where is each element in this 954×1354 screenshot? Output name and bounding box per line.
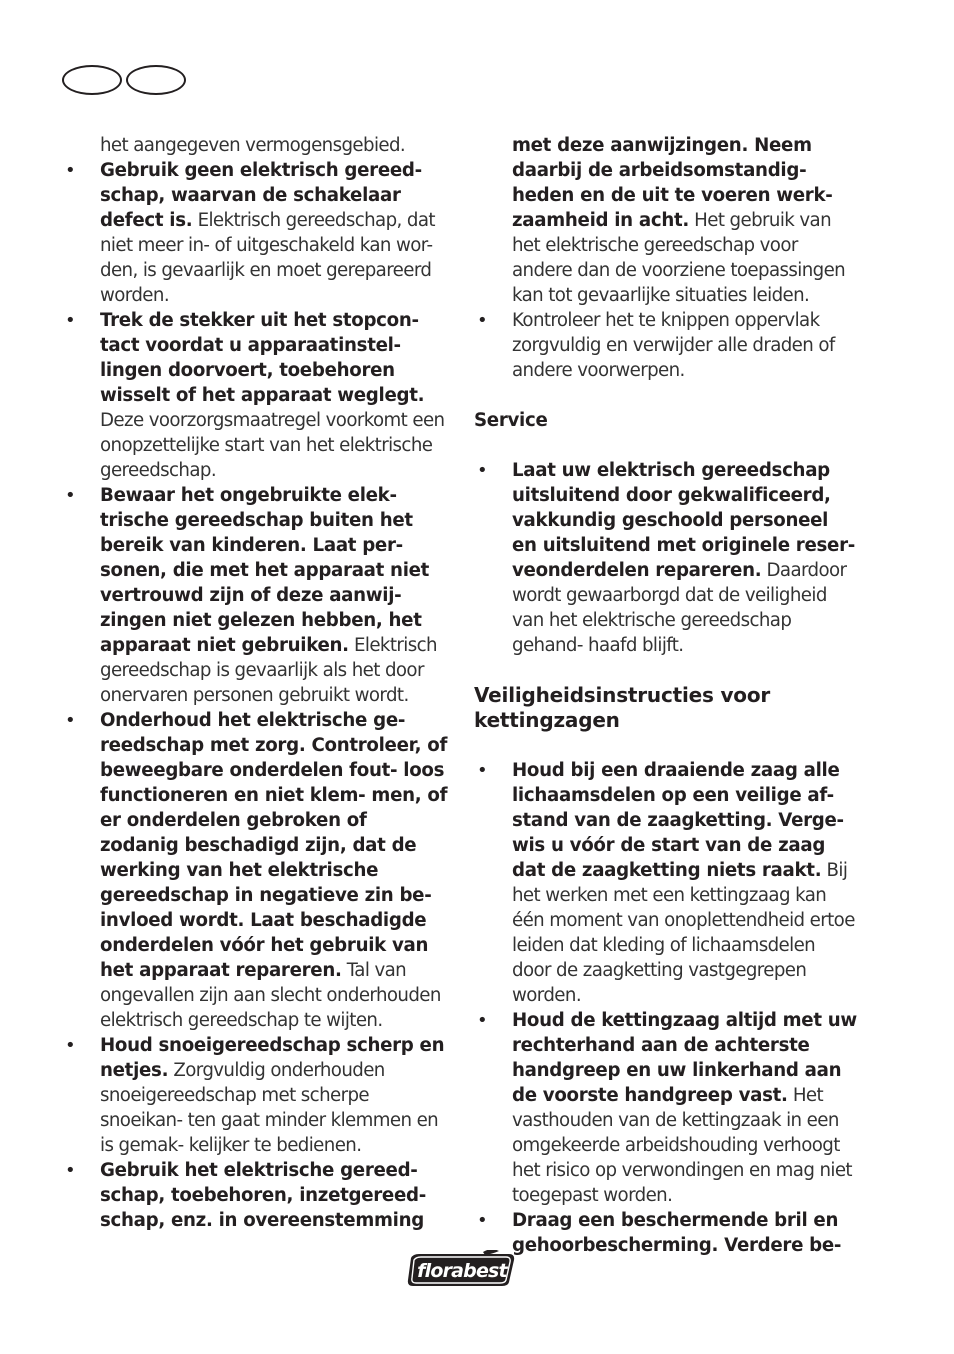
bullet-icon: •	[65, 710, 76, 731]
section-heading-safety: Veiligheidsinstructies voor kettingzagen	[474, 683, 771, 732]
list-item	[62, 1033, 448, 1158]
item-normal: Kontroleer het te knippen oppervlak zorgvuldig en verwijder alle draden of andere voorwerpen.	[512, 310, 835, 381]
bullet-icon: •	[477, 460, 488, 481]
continuation-normal: het aangegeven vermogensgebied.	[100, 135, 406, 156]
item-normal: Het vasthouden van de kettingzaak in een omgekeerde arbeidshouding verhoogt het risico op verwondingen en mag niet toegepast worden.	[512, 1085, 852, 1206]
list-item	[474, 308, 858, 383]
item-bold: Bewaar het ongebruikte elek- trische gereedschap buiten het bereik van kinderen. Laat per- sonen, die met het apparaat niet vertrouwd zijn of deze aanwij- zingen niet gelezen hebben, het apparaat niet gebruiken.	[100, 485, 430, 656]
item-bold: Houd snoeigereedschap scherp en netjes.	[100, 1035, 445, 1081]
list-item	[62, 158, 448, 308]
florabest-logo	[405, 1250, 519, 1290]
bullet-icon: •	[477, 310, 488, 331]
item-normal: Zorgvuldig onderhouden snoeigereedschap met scherpe snoeikan- ten gaat minder klemmen en is gemak- kelijker te bedienen.	[100, 1060, 439, 1156]
list-item	[474, 1008, 858, 1208]
item-bold: Trek de stekker uit het stopcon- tact voordat u apparaatinstel- lingen doorvoert, toebehoren wisselt of het apparaat weglegt.	[100, 310, 425, 406]
bullet-icon: •	[477, 760, 488, 781]
language-badge-1	[62, 65, 122, 95]
bullet-icon: •	[65, 310, 76, 331]
list-item	[474, 1208, 858, 1258]
item-bold: Gebruik het elektrische gereed- schap, toebehoren, inzetgereed- schap, enz. in overeenstemming	[100, 1160, 426, 1231]
item-bold: Laat uw elektrisch gereedschap uitsluitend door gekwalificeerd, vakkundig geschoold personeel en uitsluitend met originele reser- veonderdelen repareren.	[512, 460, 855, 581]
list-item	[474, 758, 858, 1008]
continuation-normal: Het gebruik van het elektrische gereedschap voor andere dan de voorziene toepassingen kan tot gevaarlijke situaties leiden.	[512, 210, 846, 306]
list-item	[62, 483, 448, 708]
right-column	[474, 133, 858, 1258]
item-normal: Elektrisch gereedschap is gevaarlijk als het door onervaren personen gebruikt wordt.	[100, 635, 437, 706]
item-normal: Daardoor wordt gewaarborgd dat de veiligheid van het elektrische gereedschap gehand- haafd blijft.	[512, 560, 847, 656]
bullet-icon: •	[477, 1210, 488, 1231]
logo-text: florabest	[417, 1260, 507, 1282]
item-bold: Draag een beschermende bril en gehoorbescherming. Verdere be-	[512, 1210, 842, 1256]
language-badge-2	[126, 65, 186, 95]
list-item	[62, 708, 448, 1033]
bullet-icon: •	[65, 485, 76, 506]
item-normal: Deze voorzorgsmaatregel voorkomt een onopzettelijke start van het elektrische gereedschap.	[100, 410, 445, 481]
item-bold: Gebruik geen elektrisch gereed- schap, waarvan de schakelaar defect is.	[100, 160, 422, 231]
bullet-icon: •	[65, 160, 76, 181]
item-bold: Houd de kettingzaag altijd met uw rechterhand aan de achterste handgreep en uw linkerhand aan de voorste handgreep vast.	[512, 1010, 857, 1106]
continuation-text	[474, 133, 858, 308]
section-heading-service: Service	[474, 410, 548, 431]
bullet-icon: •	[477, 1010, 488, 1031]
item-normal: Elektrisch gereedschap, dat niet meer in- of uitgeschakeld kan wor- den, is gevaarlijk en moet gerepareerd worden.	[100, 210, 435, 306]
item-bold: Onderhoud het elektrische ge- reedschap met zorg. Controleer, of beweegbare onderdelen fout- loos functioneren en niet klem- men, of er onderdelen gebroken of zodanig beschadigd zijn, dat de werking van het elektrische gereedschap in negatieve zin be- invloed wordt. Laat beschadigde onderdelen vóór het gebruik van het apparaat repareren.	[100, 710, 448, 981]
continuation-text	[62, 133, 448, 158]
item-normal: Tal van ongevallen zijn aan slecht onderhouden elektrisch gereedschap te wijten.	[100, 960, 441, 1031]
list-item	[62, 1158, 448, 1233]
list-item	[474, 458, 858, 658]
item-bold: Houd bij een draaiende zaag alle lichaamsdelen op een veilige af- stand van de zaagketting. Verge- wis u vóór de start van de zaag dat de zaagketting niets raakt.	[512, 760, 844, 881]
language-badges	[62, 65, 190, 99]
continuation-bold: met deze aanwijzingen. Neem daarbij de arbeidsomstandig- heden en de uit te voeren werk- zaamheid in acht.	[512, 135, 833, 231]
bullet-icon: •	[65, 1035, 76, 1056]
left-column	[62, 133, 448, 1233]
bullet-icon: •	[65, 1160, 76, 1181]
list-item	[62, 308, 448, 483]
item-normal: Bij het werken met een kettingzaag kan één moment van onoplettendheid ertoe leiden dat kleding of lichaamsdelen door de zaagketting vastgegrepen worden.	[512, 860, 855, 1006]
